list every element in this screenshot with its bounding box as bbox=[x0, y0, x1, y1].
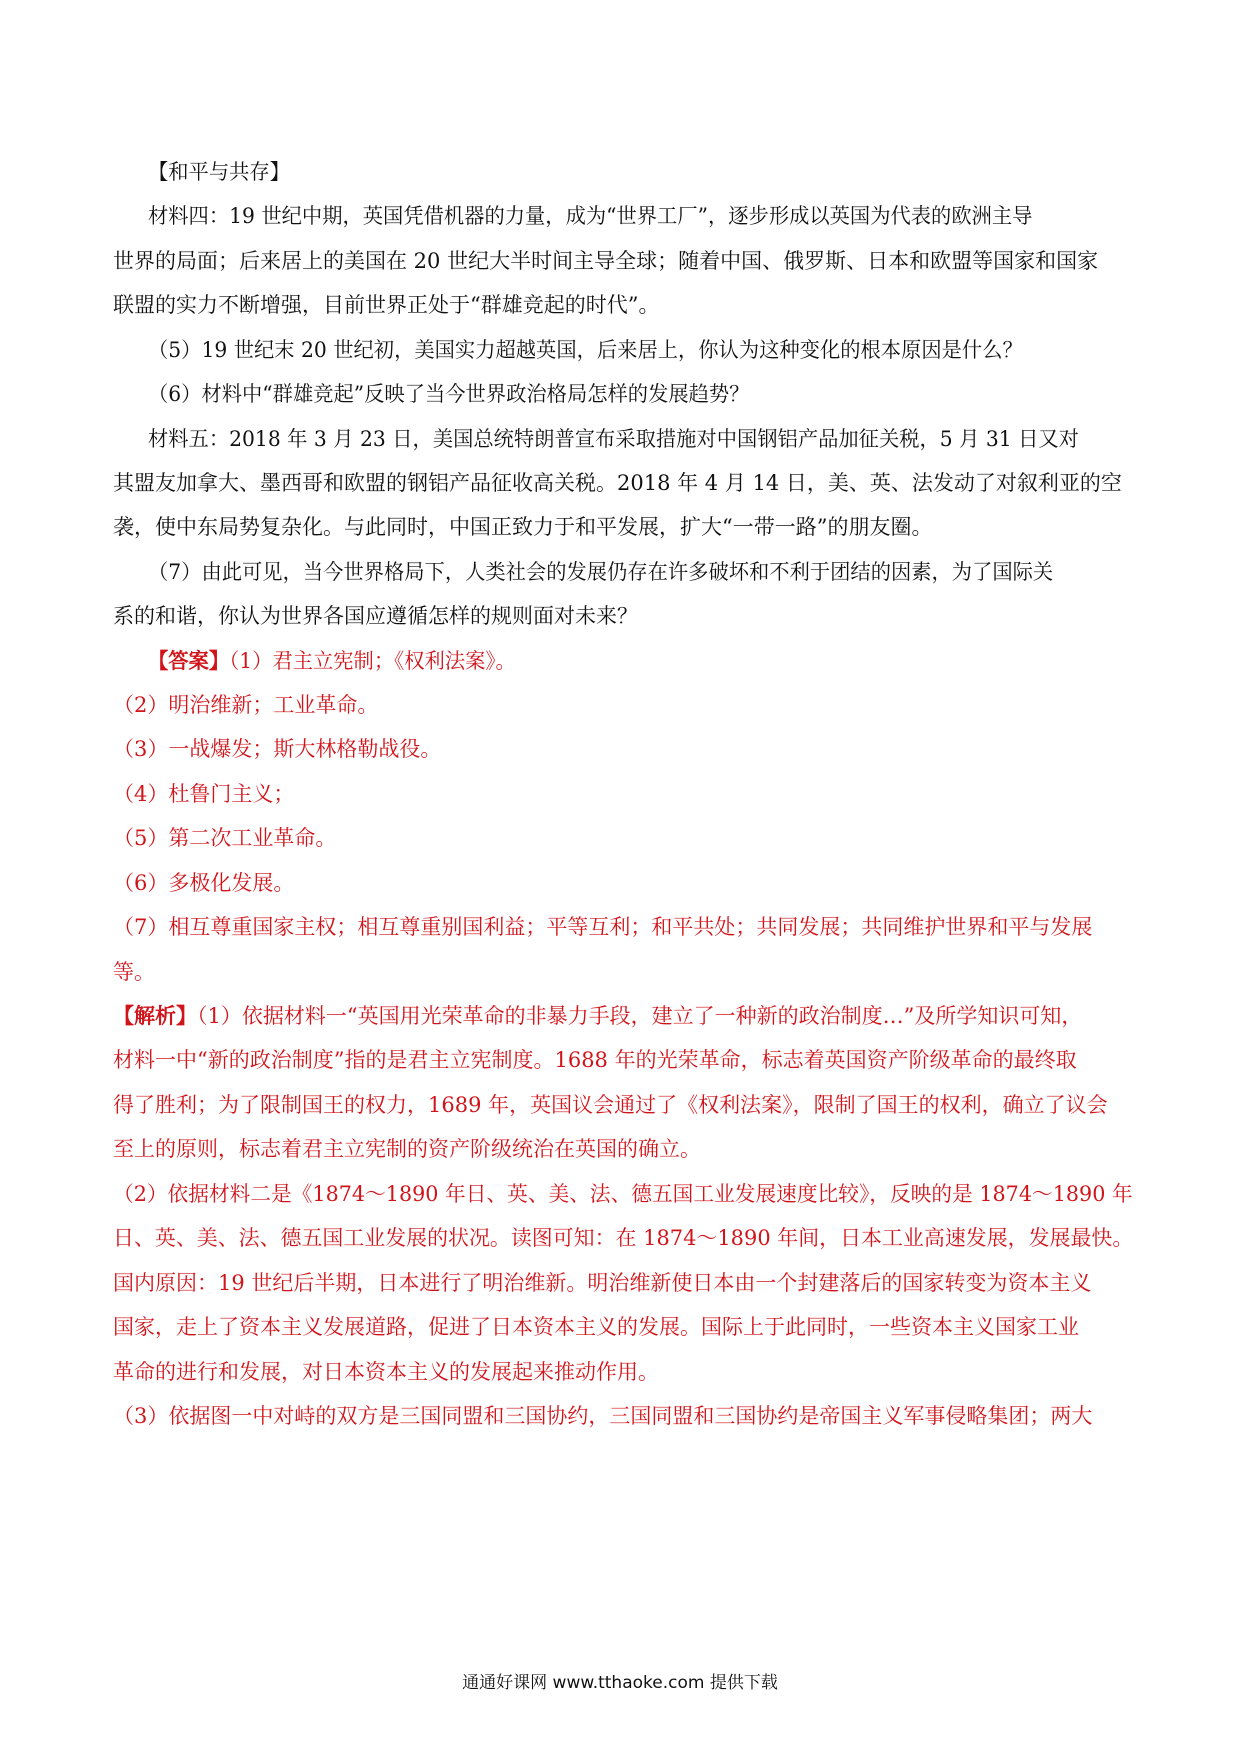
answer-2: （2）明治维新；工业革命。 bbox=[113, 693, 379, 717]
answer-7-line-2: 等。 bbox=[113, 960, 155, 984]
answer-5: （5）第二次工业革命。 bbox=[113, 826, 337, 850]
answer-7-line-1: （7）相互尊重国家主权；相互尊重别国利益；平等互利；和平共处；共同发展；共同维护世界和平与发展 bbox=[113, 915, 1093, 939]
analysis-1-line-2: 材料一中“新的政治制度”指的是君主立宪制度。1688 年的光荣革命，标志着英国资产阶级革命的最终取 bbox=[113, 1048, 1077, 1072]
analysis-1-line-4: 至上的原则，标志着君主立宪制的资产阶级统治在英国的确立。 bbox=[113, 1137, 701, 1161]
question-6: （6）材料中“群雄竞起”反映了当今世界政治格局怎样的发展趋势？ bbox=[148, 382, 750, 406]
analysis-1-line-3: 得了胜利；为了限制国王的权力，1689 年，英国议会通过了《权利法案》，限制了国王的权利，确立了议会 bbox=[113, 1093, 1108, 1117]
section-title: 【和平与共存】 bbox=[148, 160, 290, 184]
material5-line-2: 其盟友加拿大、墨西哥和欧盟的钢铝产品征收高关税。2018 年 4 月 14 日，美、英、法发动了对叙利亚的空 bbox=[113, 471, 1122, 495]
analysis-2-line-2: 日、英、美、法、德五国工业发展的状况。读图可知：在 1874～1890 年间，日本工业高速发展，发展最快。 bbox=[113, 1226, 1134, 1250]
analysis-2-line-4: 国家，走上了资本主义发展道路，促进了日本资本主义的发展。国际上于此同时，一些资本主义国家工业 bbox=[113, 1315, 1079, 1339]
analysis-2-line-5: 革命的进行和发展，对日本资本主义的发展起来推动作用。 bbox=[113, 1360, 659, 1384]
material4-line-2: 世界的局面；后来居上的美国在 20 世纪大半时间主导全球；随着中国、俄罗斯、日本和欧盟等国家和国家 bbox=[113, 249, 1099, 273]
material4-line-1: 材料四：19 世纪中期，英国凭借机器的力量，成为“世界工厂”，逐步形成以英国为代表的欧洲主导 bbox=[148, 204, 1033, 228]
material4-line-3: 联盟的实力不断增强，目前世界正处于“群雄竞起的时代”。 bbox=[113, 293, 660, 317]
analysis-line-1 bbox=[113, 1001, 1133, 1031]
question-5: （5）19 世纪末 20 世纪初，美国实力超越英国，后来居上，你认为这种变化的根本原因是什么？ bbox=[148, 338, 1023, 362]
answer-6: （6）多极化发展。 bbox=[113, 871, 295, 895]
analysis-3-line-1: （3）依据图一中对峙的双方是三国同盟和三国协约，三国同盟和三国协约是帝国主义军事侵略集团；两大 bbox=[113, 1404, 1093, 1428]
material5-line-1: 材料五：2018 年 3 月 23 日，美国总统特朗普宣布采取措施对中国钢铝产品加征关税，5 月 31 日又对 bbox=[148, 427, 1079, 451]
material5-line-3: 袭，使中东局势复杂化。与此同时，中国正致力于和平发展，扩大“一带一路”的朋友圈。 bbox=[113, 515, 933, 539]
analysis-1-first: （1）依据材料一“英国用光荣革命的非暴力手段，建立了一种新的政治制度…”及所学知识可知， bbox=[197, 1004, 1083, 1028]
answer-3: （3）一战爆发；斯大林格勒战役。 bbox=[113, 737, 442, 761]
page-footer: 通通好课网 www.tthaoke.com 提供下载 bbox=[462, 1673, 778, 1693]
answer-line-1 bbox=[148, 646, 1133, 676]
question-7-line-1: （7）由此可见，当今世界格局下，人类社会的发展仍存在许多破坏和不利于团结的因素，为了国际关 bbox=[148, 560, 1054, 584]
answer-1: （1）君主立宪制；《权利法案》。 bbox=[229, 649, 516, 673]
answer-4: （4）杜鲁门主义； bbox=[113, 782, 295, 806]
analysis-label: 【解析】 bbox=[113, 1003, 197, 1028]
answer-label: 【答案】 bbox=[148, 648, 230, 673]
analysis-2-line-1: （2）依据材料二是《1874～1890 年日、英、美、法、德五国工业发展速度比较》，反映的是 1874～1890 年 bbox=[113, 1182, 1133, 1206]
question-7-line-2: 系的和谐，你认为世界各国应遵循怎样的规则面对未来？ bbox=[113, 604, 638, 628]
analysis-2-line-3: 国内原因：19 世纪后半期，日本进行了明治维新。明治维新使日本由一个封建落后的国家转变为资本主义 bbox=[113, 1271, 1092, 1295]
